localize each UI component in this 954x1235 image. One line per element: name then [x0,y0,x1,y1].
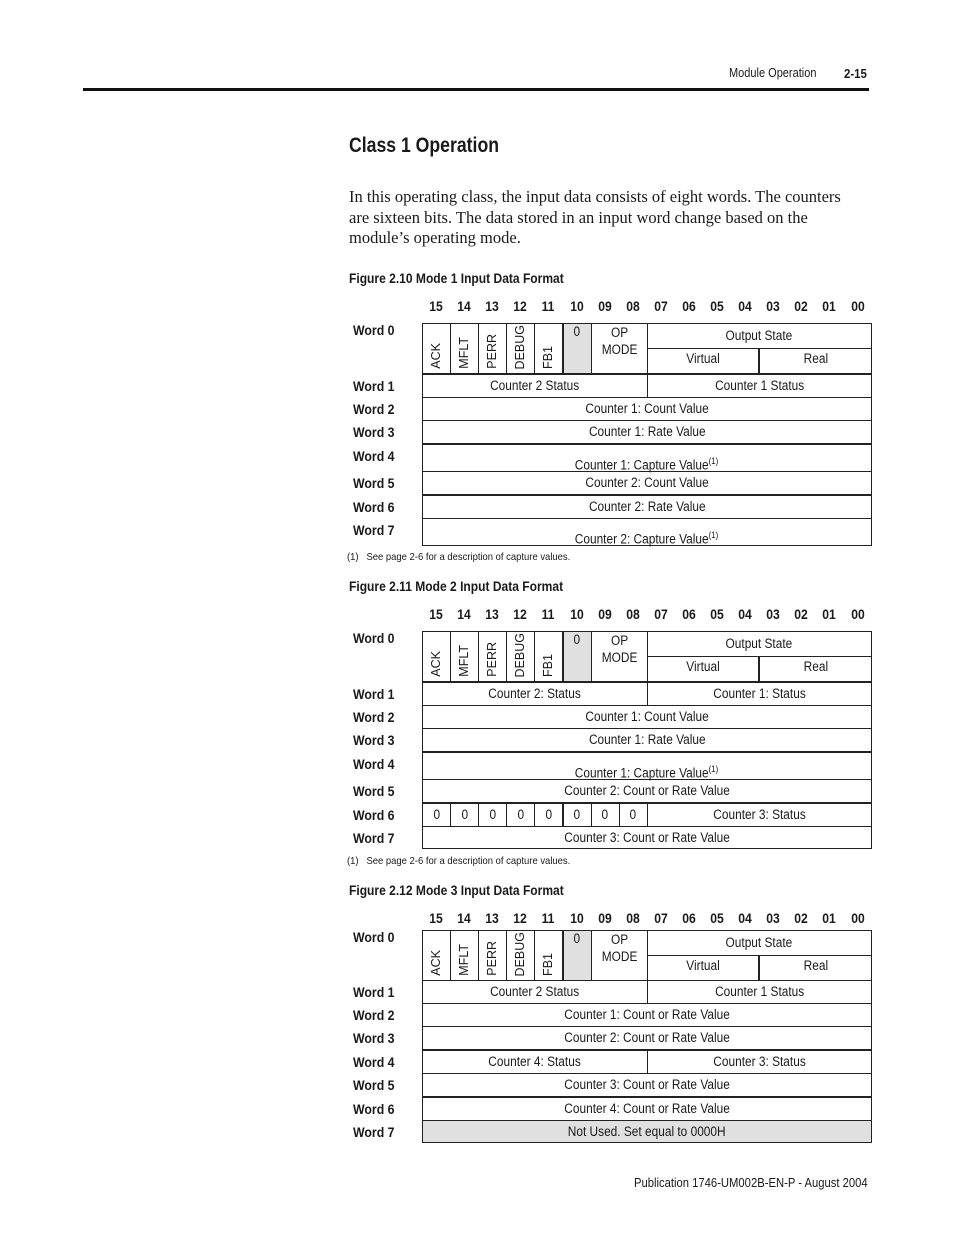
bit-number: 06 [682,607,696,622]
footnote [347,855,570,867]
bit-number: 10 [569,299,584,314]
virtual-output-field-text: Virtual [686,351,720,366]
word7-field-text: Not Used. Set equal to 0000H [567,1124,726,1139]
word-label: Word 6 [353,499,395,515]
footnote-marker: (1) [347,551,359,563]
footnote [347,551,570,563]
status-bit-label: DEBUG [513,931,528,976]
status-bit-ack [422,323,451,374]
bit-number: 15 [429,299,443,314]
word7-field [422,826,872,849]
real-output-field [759,656,871,682]
bit-number: 14 [457,299,471,314]
real-output-field [759,955,871,981]
publication-footer: Publication 1746-UM002B-EN-P - August 2004 [634,1176,868,1190]
status-bit-debug [506,323,535,374]
word-label: Word 4 [353,1054,395,1070]
bit-number: 01 [822,607,837,622]
status-bit-label: ACK [429,651,443,677]
op-mode-label: OP [610,633,628,648]
reserved-zero-bit-text: 0 [573,632,581,647]
word1-high-byte [422,980,648,1004]
word5-field [422,1073,872,1097]
footnote-marker: (1) [347,855,359,867]
word-label: Word 1 [353,984,395,1000]
word6-zero-bit-text: 0 [573,807,581,822]
reserved-zero-bit-text: 0 [573,931,581,946]
word2-field [422,1003,872,1027]
status-bit-mflt [450,323,479,374]
word6-zero-bit-text: 0 [601,807,609,822]
status-bit-label: FB1 [541,654,556,677]
status-bit-label: FB1 [541,346,556,369]
bit-number: 08 [625,299,640,314]
output-state-header-text: Output State [725,328,793,343]
word1-high-byte-text: Counter 2 Status [490,378,580,393]
footnote-ref: (1) [708,456,719,466]
word2-field [422,397,872,421]
word-label: Word 7 [353,1124,395,1140]
status-bit-fb1 [534,930,563,981]
word6-low-byte [647,803,872,827]
word4-field-text: Counter 1: Capture Value$^{(1)}$ [575,764,719,781]
word2-field-text: Counter 1: Count or Rate Value [564,1007,730,1022]
word4-field [422,752,872,780]
real-output-field-text: Real [803,659,828,674]
figure-caption: Figure 2.10 Mode 1 Input Data Format [349,270,564,286]
word1-high-byte [422,374,648,398]
bit-number: 05 [710,299,724,314]
status-bit-label: MFLT [457,645,472,677]
bit-number: 02 [794,607,809,622]
word5-field-text: Counter 2: Count Value [585,475,709,490]
op-mode-label: MODE [601,650,638,665]
word-label: Word 3 [353,732,395,748]
word-label: Word 4 [353,448,395,464]
virtual-output-field [647,348,759,374]
word1-low-byte-text: Counter 1 Status [714,984,804,999]
bit-number: 10 [569,911,584,926]
op-mode-label: OP [610,325,628,340]
op-mode-label: MODE [601,949,638,964]
word-label: Word 3 [353,1030,395,1046]
word6-zero-bit-text: 0 [517,807,525,822]
body-paragraph: In this operating class, the input data consists of eight words. The counters are sixteen bits. The data stored in an input word change based on the module’s operating mode. [349,187,841,248]
word1-high-byte [422,682,648,706]
word1-high-byte-text: Counter 2 Status [490,984,580,999]
word-label: Word 2 [353,709,395,725]
word4-high-byte-text: Counter 4: Status [488,1054,582,1069]
bit-number: 03 [766,911,780,926]
bit-number: 01 [822,299,837,314]
word6-zero-bit [591,803,620,827]
status-bit-label: ACK [429,950,443,976]
bit-number: 09 [597,607,612,622]
status-bit-debug [506,930,535,981]
word7-field [422,518,872,546]
bit-number: 00 [850,607,865,622]
word6-field [422,1097,872,1121]
reserved-zero-bit [563,930,592,981]
virtual-output-field [647,656,759,682]
bit-number: 14 [457,607,471,622]
word-label: Word 1 [353,378,395,394]
word-label: Word 0 [353,322,395,338]
bit-number: 05 [710,607,724,622]
status-bit-label: MFLT [457,944,472,976]
bit-number: 12 [513,299,528,314]
status-bit-fb1 [534,631,563,682]
word6-zero-bit [478,803,507,827]
bit-number: 08 [625,911,640,926]
word-label: Word 6 [353,1101,395,1117]
word-label: Word 0 [353,630,395,646]
word6-zero-bit-text: 0 [461,807,468,822]
bit-number: 11 [541,607,555,622]
footnote-ref: (1) [708,764,719,774]
footnote-text: See page 2-6 for a description of capture values. [366,855,571,867]
word3-field-text: Counter 1: Rate Value [588,732,706,747]
status-bit-mflt [450,631,479,682]
word3-field [422,420,872,444]
status-bit-label: PERR [485,334,500,369]
word-label: Word 5 [353,783,395,799]
word1-high-byte-text: Counter 2: Status [488,686,582,701]
status-bit-label: DEBUG [513,324,528,369]
word1-low-byte-text: Counter 1 Status [714,378,804,393]
word2-field-text: Counter 1: Count Value [585,709,709,724]
status-bit-label: MFLT [457,337,472,369]
status-bit-label: ACK [429,343,443,369]
bit-number: 09 [597,299,612,314]
word7-field [422,1120,872,1143]
word6-field-text: Counter 2: Rate Value [588,499,706,514]
figure-caption: Figure 2.11 Mode 2 Input Data Format [349,578,564,594]
op-mode-field [591,323,648,374]
bit-number: 07 [654,607,668,622]
bit-number: 00 [850,911,865,926]
status-bit-fb1 [534,323,563,374]
bit-number: 15 [429,607,443,622]
word1-low-byte-text: Counter 1: Status [712,686,806,701]
bit-number: 05 [710,911,724,926]
reserved-zero-bit-text: 0 [573,324,581,339]
output-state-header-text: Output State [725,935,793,950]
status-bit-debug [506,631,535,682]
word6-zero-bit [563,803,592,827]
bit-number: 15 [429,911,443,926]
word5-field [422,779,872,803]
status-bit-label: PERR [485,642,500,677]
word6-zero-bit [506,803,535,827]
real-output-field-text: Real [803,351,828,366]
word6-field-text: Counter 4: Count or Rate Value [564,1101,730,1116]
op-mode-label: OP [610,932,628,947]
header-rule [83,88,869,91]
footnote-ref: (1) [708,530,719,540]
bit-number: 06 [682,911,696,926]
word6-zero-bit-text: 0 [545,807,553,822]
word4-field [422,444,872,472]
word4-low-byte [647,1050,872,1074]
word-label: Word 7 [353,522,395,538]
bit-number: 11 [541,911,555,926]
word6-zero-bit [450,803,479,827]
word-label: Word 3 [353,424,395,440]
status-bit-label: DEBUG [513,632,528,677]
word6-low-byte-text: Counter 3: Status [712,807,806,822]
op-mode-field [591,631,648,682]
bit-number: 01 [822,911,837,926]
virtual-output-field-text: Virtual [686,958,720,973]
bit-number: 14 [457,911,471,926]
word-label: Word 5 [353,1077,395,1093]
bit-number: 02 [794,299,809,314]
status-bit-label: FB1 [541,953,556,976]
word-label: Word 2 [353,401,395,417]
word-label: Word 1 [353,686,395,702]
bit-number: 12 [513,607,528,622]
word2-field [422,705,872,729]
word6-zero-bit [422,803,451,827]
bit-number: 07 [654,299,668,314]
output-state-header [647,930,872,956]
status-bit-perr [478,930,507,981]
bit-number: 13 [485,911,499,926]
word-label: Word 4 [353,756,395,772]
reserved-zero-bit [563,631,592,682]
word1-low-byte [647,374,872,398]
virtual-output-field [647,955,759,981]
running-header-section: Module Operation [729,66,817,80]
word3-field-text: Counter 2: Count or Rate Value [564,1030,730,1045]
op-mode-label: MODE [601,342,638,357]
page-number: 2-15 [844,66,867,81]
word-label: Word 7 [353,830,395,846]
word7-field-text: Counter 2: Capture Value$^{(1)}$ [575,530,719,547]
word-label: Word 2 [353,1007,395,1023]
figure-caption: Figure 2.12 Mode 3 Input Data Format [349,882,564,898]
bit-number: 13 [485,299,499,314]
bit-number: 02 [794,911,809,926]
word6-zero-bit [619,803,648,827]
word2-field-text: Counter 1: Count Value [585,401,709,416]
bit-number: 10 [569,607,584,622]
bit-number: 09 [597,911,612,926]
word3-field-text: Counter 1: Rate Value [588,424,706,439]
word6-field [422,495,872,519]
op-mode-field [591,930,648,981]
bit-number: 12 [513,911,528,926]
bit-number: 07 [654,911,668,926]
bit-number: 04 [738,299,752,314]
status-bit-perr [478,631,507,682]
word-label: Word 0 [353,929,395,945]
word4-field-text: Counter 1: Capture Value$^{(1)}$ [575,456,719,473]
word6-zero-bit-text: 0 [629,807,637,822]
bit-number: 06 [682,299,696,314]
word6-zero-bit-text: 0 [433,807,440,822]
output-state-header-text: Output State [725,636,793,651]
bit-number: 04 [738,607,752,622]
output-state-header [647,323,872,349]
real-output-field [759,348,871,374]
bit-number: 03 [766,299,780,314]
word5-field-text: Counter 3: Count or Rate Value [564,1077,730,1092]
word-label: Word 5 [353,475,395,491]
bit-number: 04 [738,911,752,926]
word6-zero-bit [534,803,563,827]
bit-number: 08 [625,607,640,622]
word1-low-byte [647,682,872,706]
word5-field [422,471,872,495]
word4-low-byte-text: Counter 3: Status [712,1054,806,1069]
word3-field [422,1026,872,1050]
word1-low-byte [647,980,872,1004]
bit-number: 13 [485,607,499,622]
word6-zero-bit-text: 0 [489,807,497,822]
status-bit-ack [422,631,451,682]
section-title: Class 1 Operation [349,134,499,157]
virtual-output-field-text: Virtual [686,659,720,674]
status-bit-mflt [450,930,479,981]
real-output-field-text: Real [803,958,828,973]
status-bit-ack [422,930,451,981]
bit-number: 03 [766,607,780,622]
bit-number: 00 [850,299,865,314]
word3-field [422,728,872,752]
word5-field-text: Counter 2: Count or Rate Value [564,783,730,798]
word4-high-byte [422,1050,648,1074]
status-bit-perr [478,323,507,374]
status-bit-label: PERR [485,941,500,976]
word-label: Word 6 [353,807,395,823]
word7-field-text: Counter 3: Count or Rate Value [564,830,730,845]
bit-number: 11 [541,299,555,314]
reserved-zero-bit [563,323,592,374]
footnote-text: See page 2-6 for a description of capture values. [366,551,571,563]
output-state-header [647,631,872,657]
